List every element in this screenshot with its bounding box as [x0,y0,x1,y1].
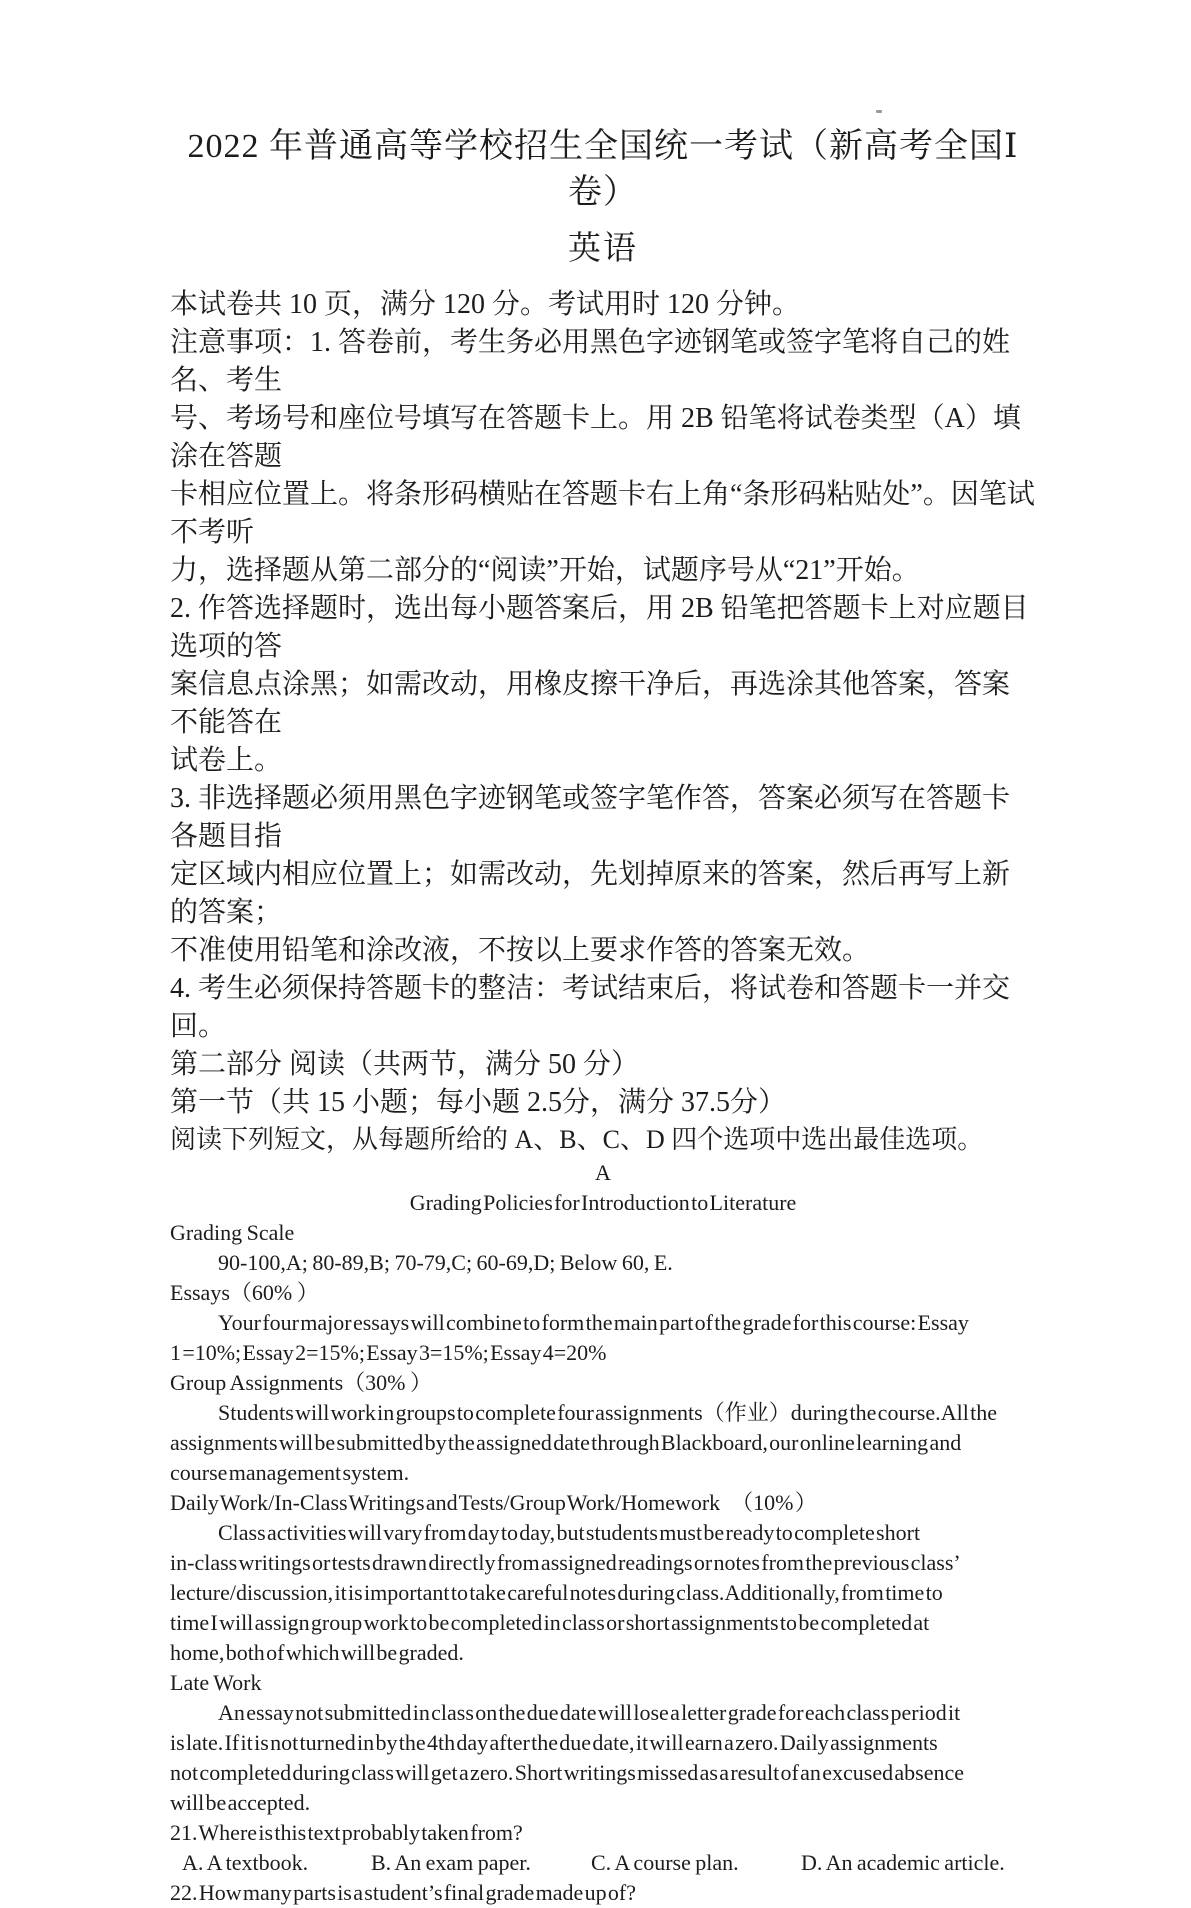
passage-line: course management system. [170,1460,410,1485]
notice-line: 案信息点涂黑；如需改动，用橡皮擦干净后，再选涂其他答案，答案不能答在 [170,669,1011,738]
question-21-option-c: C. A course plan. [591,1850,739,1875]
notice-line: 力，选择题从第二部分的“阅读”开始，试题序号从“21”开始。 [170,555,920,586]
notice-line: 试卷上。 [170,745,283,776]
passage-line: lecture/discussion, it is important to take careful notes during class. Additionally, from time to [170,1580,943,1605]
notice-line: 定区域内相应位置上；如需改动，先划掉原来的答案，然后再写上新的答案； [170,859,1011,928]
notice-line: 不准使用铅笔和涂改液，不按以上要求作答的答案无效。 [170,935,871,966]
passage-label: A [595,1160,611,1185]
question-21-option-b: B. An exam paper. [371,1850,531,1875]
passage-line: Your four major essays will combine to form the main part of the grade for this course: Essay [218,1310,969,1335]
question-21-options [170,1848,1036,1878]
question-22-stem: 22. How many parts is a student’s final grade made up of? [170,1880,637,1905]
notice-line: 3. 非选择题必须用黑色字迹钢笔或签字笔作答，答案必须写在答题卡各题目指 [170,783,1011,852]
passage-line: assignments will be submitted by the assigned date through Blackboard, our online learning and [170,1430,962,1455]
passage-line: 1 =10%; Essay 2=15%; Essay 3=15%; Essay 4=20% [170,1340,607,1365]
passage-line: Class activities will vary from day to day, but students must be ready to complete short [218,1520,921,1545]
notice-line: 号、考场号和座位号填写在答题卡上。用 2B 铅笔将试卷类型（A）填涂在答题 [170,403,1021,472]
notice-line: 4. 考生必须保持答题卡的整洁：考试结束后，将试卷和答题卡一并交回。 [170,973,1011,1042]
passage-subheading: Grading Scale [170,1220,295,1245]
notice-line: 2. 作答选择题时，选出每小题答案后，用 2B 铅笔把答题卡上对应题目选项的答 [170,593,1029,662]
passage-line: is late. If it is not turned in by the 4th day after the due date, it will earn a zero. Daily assignments [170,1730,938,1755]
section-heading: 第一节（共 15 小题；每小题 2.5分，满分 37.5分） [170,1087,787,1118]
passage-line: home, both of which will be graded. [170,1640,464,1665]
passage-line: in-class writings or tests drawn directly from assigned readings or notes from the previous class’ [170,1550,961,1575]
question-21-option-a: A. A textbook. [182,1850,309,1875]
question-21-stem: 21. Where is this text probably taken from? [170,1820,523,1845]
passage-subheading: Daily Work/In-Class Writings and Tests/Group Work/Homework （10% ） [170,1490,817,1515]
passage-line: not completed during class will get a zero. Short writings missed as a result of an excused absence [170,1760,965,1785]
exam-info: 本试卷共 10 页，满分 120 分。考试用时 120 分钟。 [170,289,801,320]
passage-line: will be accepted. [170,1790,311,1815]
question-21-option-d: D. An academic article. [801,1850,1005,1875]
page-content [170,118,1036,1908]
passage-line: time I will assign group work to be completed in class or short assignments to be completed at [170,1610,930,1635]
directions: 阅读下列短文，从每题所给的 A、B、C、D 四个选项中选出最佳选项。 [170,1125,984,1154]
stray-mark [876,110,882,113]
page-title: 2022 年普通高等学校招生全国统一考试（新高考全国Ⅰ卷） [187,128,1019,211]
notice-line: 注意事项：1. 答卷前，考生务必用黑色字迹钢笔或签字笔将自己的姓名、考生 [170,327,1011,396]
subject-title: 英语 [568,231,638,267]
passage-line: Students will work in groups to complete four assignments（作业）during the course. All the [218,1400,998,1425]
passage-title: Grading Policies for Introduction to Literature [409,1190,797,1215]
passage-subheading: Essays（60% ） [170,1280,319,1305]
notice-line: 卡相应位置上。将条形码横贴在答题卡右上角“条形码粘贴处”。因笔试不考听 [170,479,1035,548]
part-heading: 第二部分 阅读（共两节，满分 50 分） [170,1049,640,1080]
passage-subheading: Group Assignments（30% ） [170,1370,433,1395]
passage-subheading: Late Work [170,1670,262,1695]
passage-line: 90-100,A; 80-89,B; 70-79,C; 60-69,D; Below 60, E. [218,1250,673,1275]
passage-line: An essay not submitted in class on the due date will lose a letter grade for each class period it [218,1700,961,1725]
